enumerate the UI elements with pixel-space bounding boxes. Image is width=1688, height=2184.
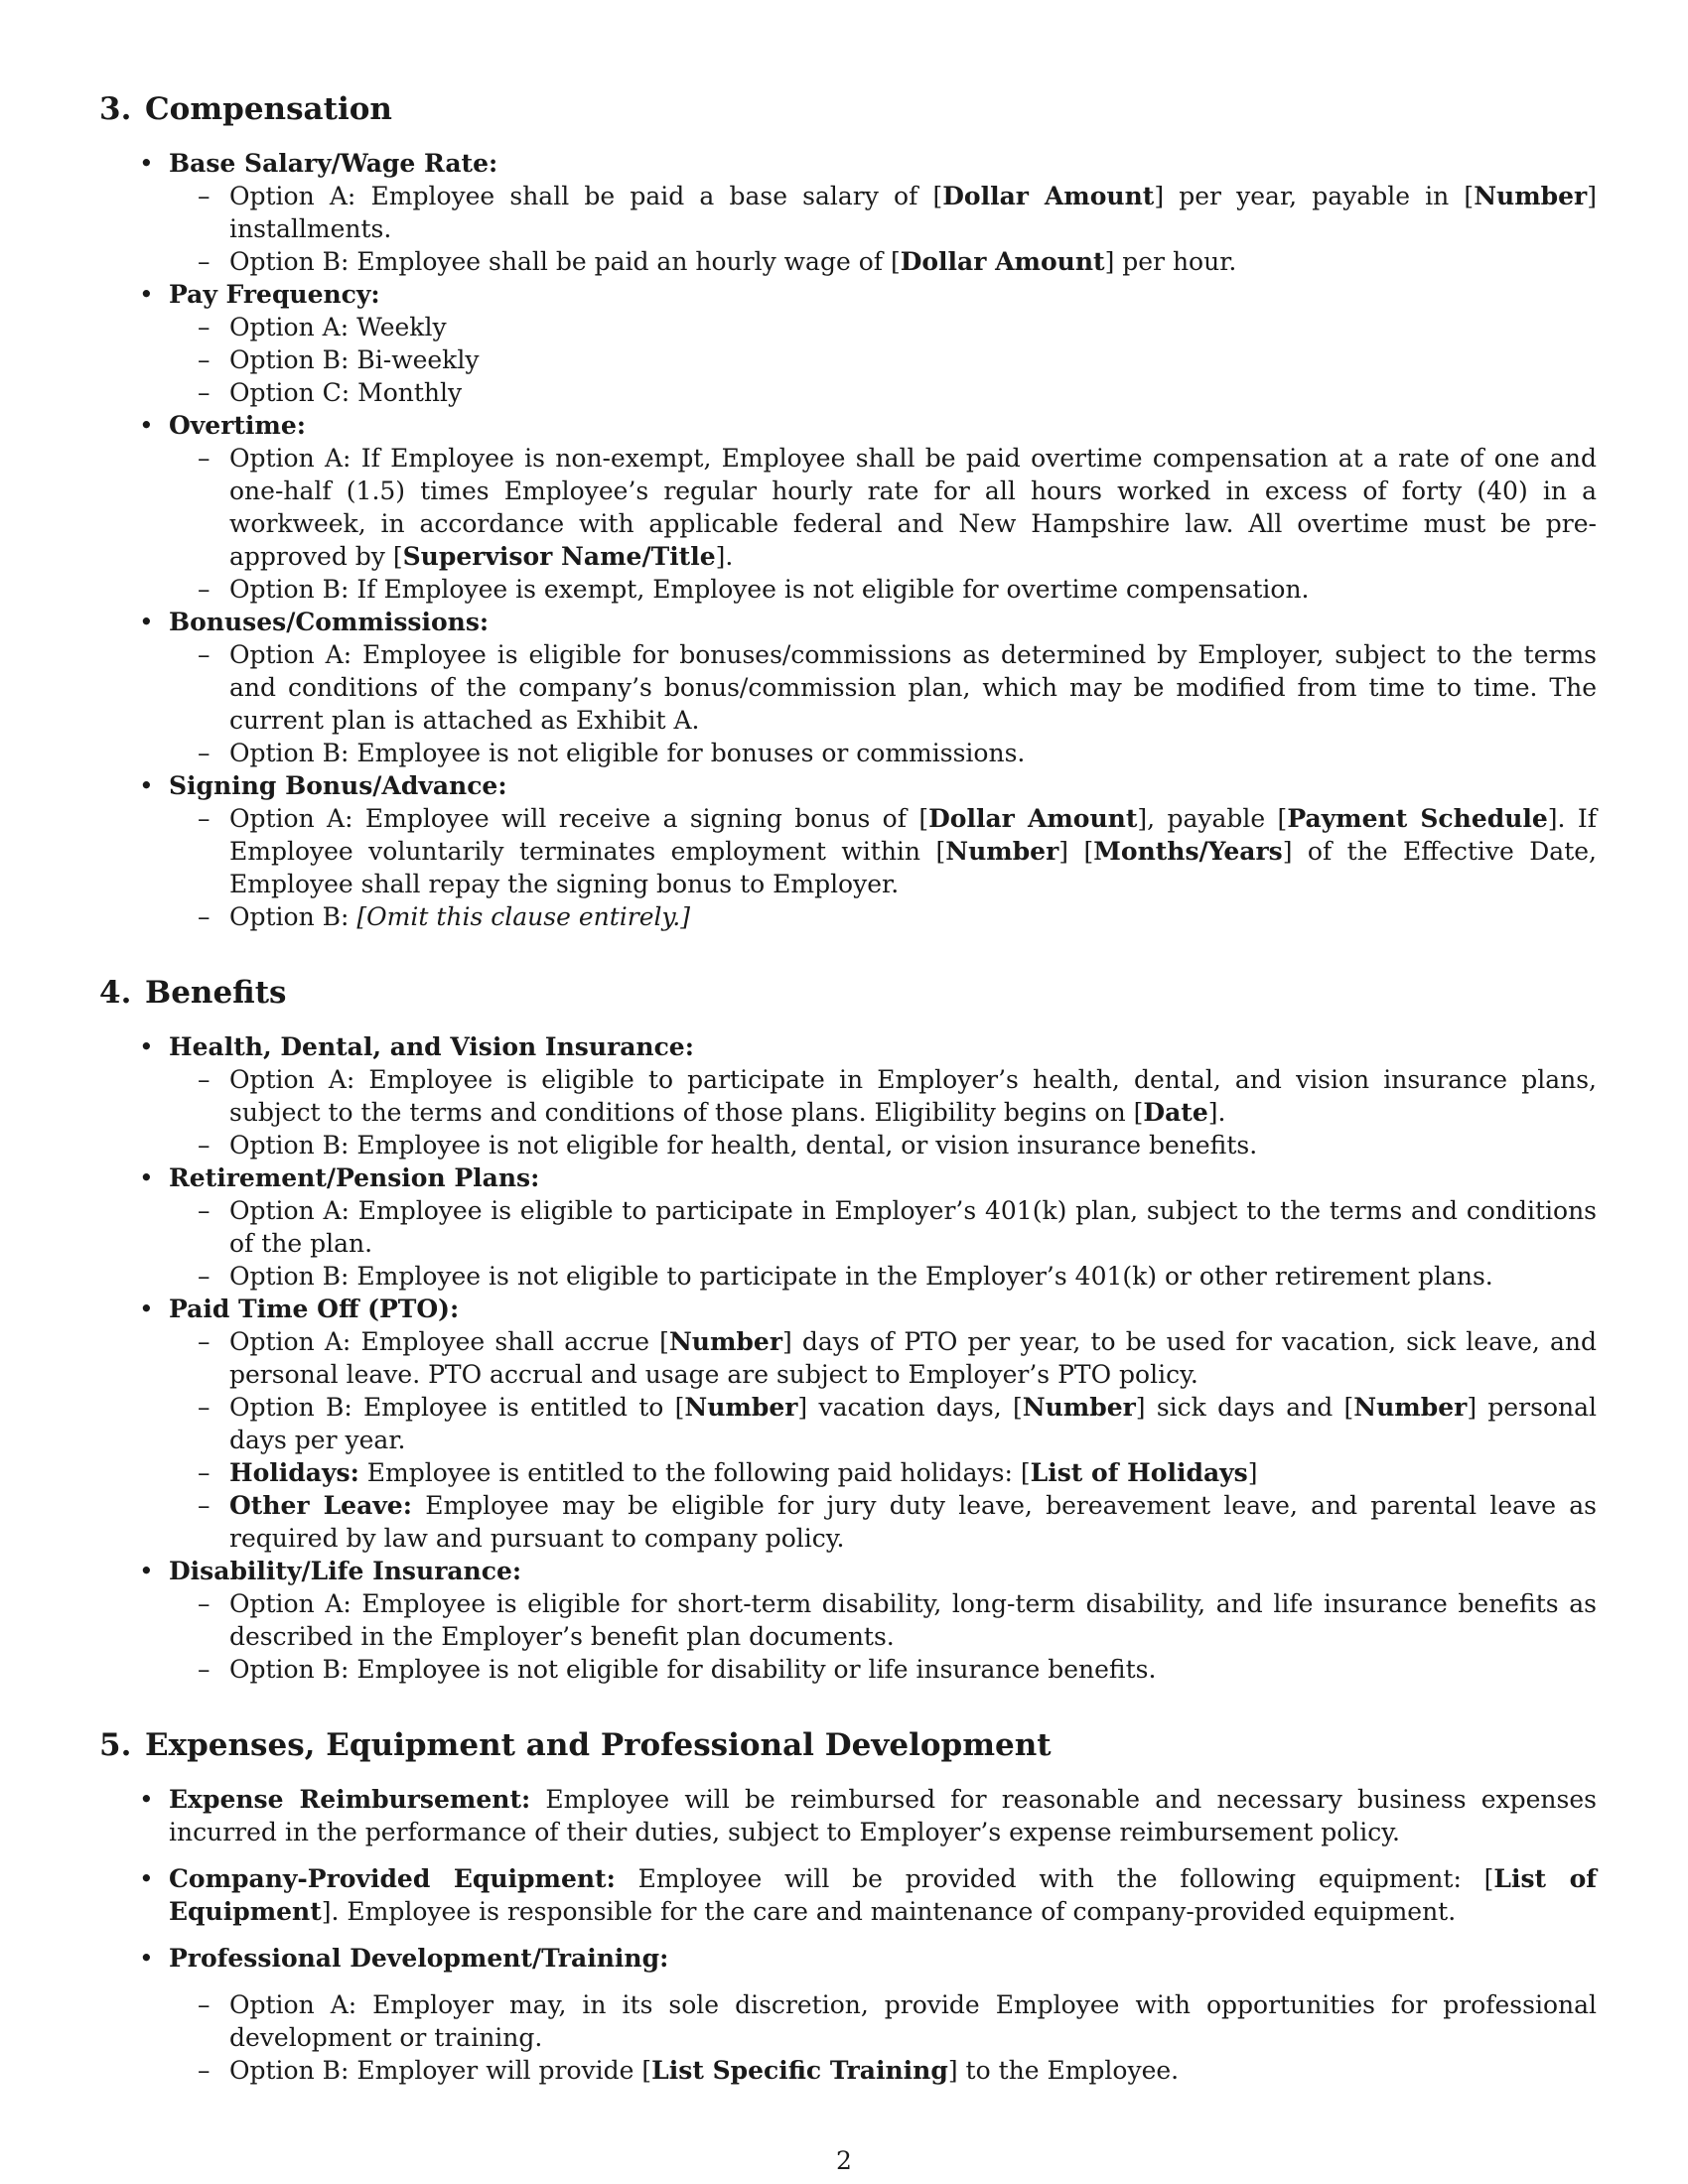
- option-a: – Option A: Employee is eligible for short-term disability, long-term disability, and life insurance benefits as described in the Employer’s benefit plan documents.: [169, 1587, 1597, 1653]
- placeholder: Payment Schedule: [1287, 804, 1548, 833]
- option-b: – Option B: If Employee is exempt, Employee is not eligible for overtime compensation.: [169, 573, 1597, 606]
- clause-health-insurance: [99, 1030, 1597, 1161]
- clause-training: [99, 1942, 1597, 2087]
- placeholder: List Specific Training: [651, 2056, 948, 2085]
- option-b: – Option B: Employee is not eligible for bonuses or commissions.: [169, 737, 1597, 769]
- clause-label: Base Salary/Wage Rate:: [169, 149, 498, 178]
- option-b: – Option B: Employee is entitled to [Number] vacation days, [Number] sick days and [Number] personal days per year.: [169, 1391, 1597, 1456]
- clause-disability: [99, 1555, 1597, 1686]
- clause-label: Disability/Life Insurance:: [169, 1557, 522, 1585]
- placeholder: Number: [684, 1393, 798, 1422]
- placeholder: Number: [1022, 1393, 1136, 1422]
- option-c: – Option C: Monthly: [169, 376, 1597, 409]
- placeholder: Number: [1353, 1393, 1468, 1422]
- clause-equipment: • Company-Provided Equipment: Employee will be provided with the following equipment: [List of Equipment]. Employee is responsible for the care and maintenance of company-provided equipment.: [99, 1862, 1597, 1928]
- option-a: – Option A: Employee is eligible for bonuses/commissions as determined by Employer, subject to the terms and conditions of the company’s bonus/commission plan, which may be modified from time to time. The current plan is attached as Exhibit A.: [169, 638, 1597, 737]
- section-expenses: [99, 1725, 1597, 2087]
- placeholder: List of Equipment: [169, 1864, 1597, 1926]
- placeholder: List of Holidays: [1030, 1458, 1248, 1487]
- clause-label: Bonuses/Commissions:: [169, 608, 490, 636]
- clause-retirement: [99, 1161, 1597, 1293]
- placeholder: Months/Years: [1093, 837, 1283, 866]
- option-a: – Option A: Employer may, in its sole discretion, provide Employee with opportunities for professional development or training.: [169, 1988, 1597, 2054]
- clause-label: Health, Dental, and Vision Insurance:: [169, 1032, 694, 1061]
- clause-label: Overtime:: [169, 411, 307, 440]
- option-b: – Option B: Employee is not eligible to participate in the Employer’s 401(k) or other retirement plans.: [169, 1260, 1597, 1293]
- placeholder: Number: [945, 837, 1059, 866]
- section-heading: 3. Compensation: [99, 91, 392, 127]
- holidays: – Holidays: Employee is entitled to the following paid holidays: [List of Holidays]: [169, 1456, 1597, 1489]
- placeholder: Date: [1143, 1098, 1208, 1127]
- option-a: – Option A: Employee is eligible to participate in Employer’s health, dental, and vision insurance plans, subject to the terms and conditions of those plans. Eligibility begins on [Date].: [169, 1063, 1597, 1129]
- document-page: [99, 89, 1597, 2126]
- clause-bonuses: [99, 606, 1597, 769]
- page-number: 2: [836, 2146, 852, 2175]
- clause-label: Professional Development/Training:: [169, 1944, 669, 1973]
- option-a: – Option A: If Employee is non-exempt, Employee shall be paid overtime compensation at a rate of one and one-half (1.5) times Employee’s regular hourly rate for all hours worked in excess of forty (40) in a workweek, in accordance with applicable federal and New Hampshire law. All overtime must be pre-approved by [Supervisor Name/Title].: [169, 442, 1597, 573]
- section-heading: 5. Expenses, Equipment and Professional Development: [99, 1727, 1052, 1763]
- placeholder: Supervisor Name/Title: [402, 542, 716, 571]
- clause-pto: [99, 1293, 1597, 1555]
- clause-pay-frequency: [99, 278, 1597, 409]
- option-a: – Option A: Employee will receive a signing bonus of [Dollar Amount], payable [Payment Schedule]. If Employee voluntarily terminates employment within [Number] [Months/Years] of the Effective Date, Employee shall repay the signing bonus to Employer.: [169, 802, 1597, 900]
- option-b: – Option B: Bi-weekly: [169, 343, 1597, 376]
- clause-signing-bonus: [99, 769, 1597, 933]
- clause-label: Pay Frequency:: [169, 280, 380, 309]
- option-b: – Option B: Employee is not eligible for disability or life insurance benefits.: [169, 1653, 1597, 1686]
- placeholder: Number: [1474, 182, 1588, 210]
- section-heading: 4. Benefits: [99, 975, 287, 1011]
- option-a: – Option A: Employee shall be paid a base salary of [Dollar Amount] per year, payable in [Number] installments.: [169, 180, 1597, 245]
- option-b: – Option B: Employee is not eligible for health, dental, or vision insurance benefits.: [169, 1129, 1597, 1161]
- option-b: – Option B: Employer will provide [List Specific Training] to the Employee.: [169, 2054, 1597, 2087]
- clause-base-salary: [99, 147, 1597, 278]
- option-a: – Option A: Weekly: [169, 311, 1597, 343]
- option-a: – Option A: Employee shall accrue [Number] days of PTO per year, to be used for vacation, sick leave, and personal leave. PTO accrual and usage are subject to Employer’s PTO policy.: [169, 1325, 1597, 1391]
- placeholder: Dollar Amount: [928, 804, 1138, 833]
- placeholder: Number: [668, 1327, 782, 1356]
- clause-label: Expense Reimbursement:: [169, 1785, 531, 1814]
- placeholder: Dollar Amount: [942, 182, 1155, 210]
- other-leave: – Other Leave: Employee may be eligible for jury duty leave, bereavement leave, and parental leave as required by law and pursuant to company policy.: [169, 1489, 1597, 1555]
- section-benefits: [99, 973, 1597, 1686]
- clause-label: Company-Provided Equipment:: [169, 1864, 616, 1893]
- option-b: – Option B: Employee shall be paid an hourly wage of [Dollar Amount] per hour.: [169, 245, 1597, 278]
- clause-overtime: [99, 409, 1597, 606]
- clause-label: Paid Time Off (PTO):: [169, 1295, 460, 1323]
- clause-label: Retirement/Pension Plans:: [169, 1163, 540, 1192]
- clause-expense-reimbursement: • Expense Reimbursement: Employee will be reimbursed for reasonable and necessary business expenses incurred in the performance of their duties, subject to Employer’s expense reimbursement policy.: [99, 1783, 1597, 1848]
- placeholder: Dollar Amount: [900, 247, 1105, 276]
- clause-label: Signing Bonus/Advance:: [169, 771, 507, 800]
- italic-note: [Omit this clause entirely.]: [356, 902, 691, 931]
- option-a: – Option A: Employee is eligible to participate in Employer’s 401(k) plan, subject to the terms and conditions of the plan.: [169, 1194, 1597, 1260]
- option-b: – Option B: [Omit this clause entirely.]: [169, 900, 1597, 933]
- section-compensation: [99, 89, 1597, 933]
